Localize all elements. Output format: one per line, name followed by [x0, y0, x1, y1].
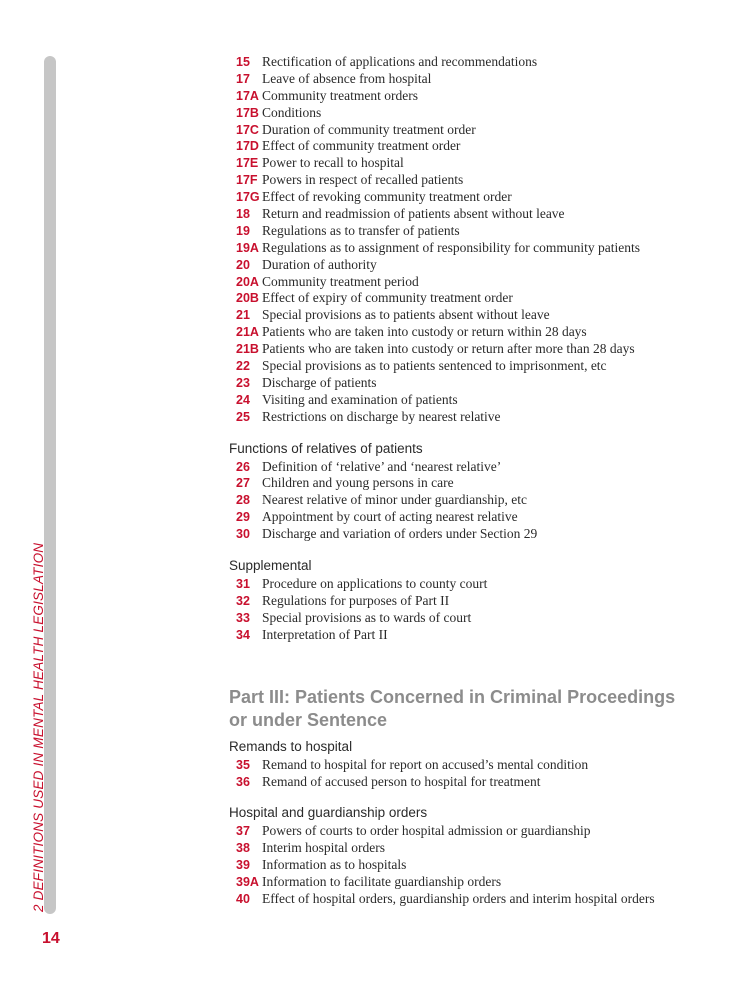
- section-entry: [229, 757, 729, 774]
- section-entry: [229, 257, 729, 274]
- section-number: 32: [236, 593, 250, 608]
- section-number: 25: [236, 409, 250, 424]
- section-number: 31: [236, 577, 250, 592]
- section-number: 28: [236, 493, 250, 508]
- section-number: 21B: [236, 342, 259, 357]
- section-entry: [229, 593, 729, 610]
- section-number: 17: [236, 71, 250, 86]
- section-list-part2: [229, 54, 729, 426]
- section-list-supplemental: [229, 576, 729, 644]
- section-title: Children and young persons in care: [262, 475, 454, 491]
- section-title: Special provisions as to wards of court: [262, 609, 472, 625]
- section-number: 34: [236, 627, 250, 642]
- section-title: Appointment by court of acting nearest relative: [262, 509, 518, 525]
- section-list-remands: [229, 757, 729, 791]
- section-number: 17D: [236, 139, 259, 154]
- section-number: 39: [236, 858, 250, 873]
- section-entry: [229, 526, 729, 543]
- section-title: Effect of community treatment order: [262, 138, 461, 154]
- section-title: Nearest relative of minor under guardianship, etc: [262, 492, 528, 508]
- section-number: 17E: [236, 156, 259, 171]
- section-number: 19: [236, 223, 250, 238]
- section-title: Powers in respect of recalled patients: [262, 172, 464, 188]
- section-entry: [229, 375, 729, 392]
- part-title-line-2: or under Sentence: [229, 709, 388, 730]
- section-title: Special provisions as to patients absent without leave: [262, 307, 550, 323]
- section-number: 17C: [236, 122, 259, 137]
- subheading-relatives: Functions of relatives of patients: [229, 440, 423, 456]
- section-title: Interpretation of Part II: [262, 626, 388, 642]
- section-number: 21A: [236, 325, 259, 340]
- section-number: 21: [236, 308, 250, 323]
- section-title: Power to recall to hospital: [262, 155, 404, 171]
- section-title: Patients who are taken into custody or return after more than 28 days: [262, 341, 635, 357]
- subheading-supplemental: Supplemental: [229, 558, 312, 574]
- section-title: Regulations for purposes of Part II: [262, 592, 450, 608]
- section-entry: [229, 409, 729, 426]
- section-title: Information to facilitate guardianship orders: [262, 874, 502, 890]
- section-number: 26: [236, 459, 250, 474]
- section-title: Rectification of applications and recommendations: [262, 54, 538, 69]
- section-number: 19A: [236, 240, 259, 255]
- section-entry: [229, 274, 729, 291]
- section-entry: [229, 475, 729, 492]
- section-entry: [229, 774, 729, 791]
- section-entry: [229, 223, 729, 240]
- section-entry: [229, 122, 729, 139]
- section-number: 38: [236, 841, 250, 856]
- section-entry: [229, 206, 729, 223]
- section-entry: [229, 155, 729, 172]
- section-number: 17G: [236, 190, 260, 205]
- section-entry: [229, 189, 729, 206]
- section-title: Patients who are taken into custody or return within 28 days: [262, 324, 587, 340]
- section-number: 17A: [236, 88, 259, 103]
- section-entry: [229, 54, 729, 71]
- section-title: Visiting and examination of patients: [262, 391, 458, 407]
- section-number: 30: [236, 527, 250, 542]
- section-number: 17B: [236, 105, 259, 120]
- section-number: 39A: [236, 875, 259, 890]
- section-number: 18: [236, 207, 250, 222]
- section-entry: [229, 240, 729, 257]
- subheading-orders: Hospital and guardianship orders: [229, 805, 428, 821]
- page-number: 14: [42, 930, 60, 947]
- section-entry: [229, 857, 729, 874]
- section-number: 20B: [236, 291, 259, 306]
- section-entry: [229, 492, 729, 509]
- section-title: Effect of revoking community treatment order: [262, 189, 512, 205]
- section-entry: [229, 172, 729, 189]
- section-list-orders: [229, 823, 729, 907]
- section-number: 23: [236, 375, 250, 390]
- section-entry: [229, 307, 729, 324]
- section-title: Effect of hospital orders, guardianship orders and interim hospital orders: [262, 890, 655, 906]
- section-number: 15: [236, 55, 250, 69]
- section-title: Discharge of patients: [262, 374, 377, 390]
- section-entry: [229, 509, 729, 526]
- section-title: Procedure on applications to county court: [262, 576, 488, 592]
- section-title: Powers of courts to order hospital admission or guardianship: [262, 823, 591, 839]
- section-number: 37: [236, 824, 250, 839]
- section-entry: [229, 290, 729, 307]
- section-title: Duration of community treatment order: [262, 121, 476, 137]
- section-entry: [229, 627, 729, 644]
- section-entry: [229, 71, 729, 88]
- section-title: Return and readmission of patients absent without leave: [262, 206, 565, 222]
- section-title: Duration of authority: [262, 256, 377, 272]
- section-number: 22: [236, 359, 250, 374]
- section-number: 27: [236, 476, 250, 491]
- section-title: Community treatment orders: [262, 87, 418, 103]
- section-number: 20A: [236, 274, 259, 289]
- section-number: 36: [236, 774, 250, 789]
- section-title: Community treatment period: [262, 273, 419, 289]
- contents-list: [229, 54, 729, 908]
- section-entry: [229, 138, 729, 155]
- section-entry: [229, 610, 729, 627]
- section-entry: [229, 840, 729, 857]
- section-title: Leave of absence from hospital: [262, 70, 432, 86]
- section-title: Conditions: [262, 104, 322, 120]
- section-entry: [229, 576, 729, 593]
- section-entry: [229, 358, 729, 375]
- section-list-relatives: [229, 459, 729, 543]
- section-title: Special provisions as to patients sentenced to imprisonment, etc: [262, 358, 607, 374]
- section-entry: [229, 823, 729, 840]
- section-number: 24: [236, 392, 250, 407]
- section-title: Regulations as to transfer of patients: [262, 222, 460, 238]
- part-title-line-1: Part III: Patients Concerned in Criminal Proceedings: [229, 686, 676, 707]
- section-title: Information as to hospitals: [262, 857, 407, 873]
- section-number: 40: [236, 891, 250, 906]
- section-entry: [229, 88, 729, 105]
- section-title: Effect of expiry of community treatment order: [262, 290, 513, 306]
- section-entry: [229, 459, 729, 476]
- section-number: 29: [236, 510, 250, 525]
- section-number: 20: [236, 257, 250, 272]
- section-number: 35: [236, 757, 250, 772]
- section-entry: [229, 324, 729, 341]
- section-number: 17F: [236, 173, 258, 188]
- section-title: Definition of ‘relative’ and ‘nearest relative’: [262, 458, 502, 474]
- chapter-side-title: 2 DEFINITIONS USED IN MENTAL HEALTH LEGISLATION: [31, 542, 46, 912]
- section-title: Remand of accused person to hospital for treatment: [262, 773, 541, 789]
- section-entry: [229, 341, 729, 358]
- subheading-remands: Remands to hospital: [229, 738, 353, 754]
- section-entry: [229, 874, 729, 891]
- section-title: Remand to hospital for report on accused’s mental condition: [262, 756, 589, 772]
- section-entry: [229, 392, 729, 409]
- section-title: Discharge and variation of orders under Section 29: [262, 526, 538, 542]
- section-title: Restrictions on discharge by nearest relative: [262, 408, 501, 424]
- section-entry: [229, 105, 729, 122]
- section-entry: [229, 891, 729, 908]
- section-title: Interim hospital orders: [262, 840, 385, 856]
- section-number: 33: [236, 610, 250, 625]
- section-title: Regulations as to assignment of responsibility for community patients: [262, 239, 640, 255]
